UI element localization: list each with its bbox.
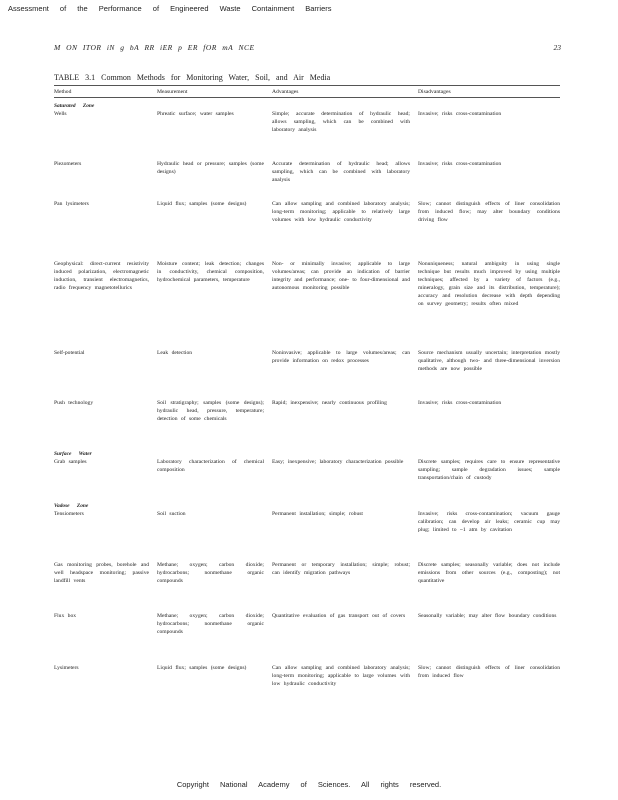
cell-disadvantages: Invasive; risks cross-contamination (418, 400, 502, 406)
cell-disadvantages: Invasive; risks cross-contamination (418, 161, 502, 167)
group-label-surface-water: Surface Water (54, 451, 92, 457)
cell-disadvantages: Source mechanism usually uncertain; interpretation mostly qualitative, although two- and three-dimensional inversion methods are now possible (418, 350, 560, 372)
cell-advantages: Rapid; inexpensive; nearly continuous profiling (272, 400, 387, 406)
cell-measurement: Hydraulic head or pressure; samples (some designs) (157, 161, 264, 175)
table-row (54, 349, 560, 399)
table-row (54, 399, 560, 450)
section-header: M ON ITOR iN g bA RR iER p ER fOR mA NCE (54, 43, 255, 52)
column-header-disadvantages: Disadvantages (418, 89, 451, 95)
cell-advantages: Permanent or temporary installation; simple; robust; can identify migration pathways (272, 562, 410, 576)
cell-disadvantages: Invasive; risks cross-contamination; vacuum gauge calibration; can develop air leaks; ceramic cup may plug; limited to ~1 atm by cavitation (418, 511, 560, 533)
table-row (54, 561, 560, 612)
cell-method: Self-potential (54, 350, 85, 356)
table-row (54, 664, 560, 704)
cell-disadvantages: Slow; cannot distinguish effects of liner consolidation from induced flow; may alter boundary conditions driving flow (418, 201, 560, 223)
cell-method: Push technology (54, 400, 94, 406)
cell-measurement: Phreatic surface; water samples (157, 111, 234, 117)
table-body (54, 100, 560, 704)
table-row (54, 160, 560, 200)
cell-disadvantages: Discrete samples; requires care to ensure representative sampling; sample degradation issues; sample transportation/chain of custody (418, 459, 560, 481)
cell-advantages: Accurate determination of hydraulic head; allows sampling, which can be combined with laboratory analysis (272, 161, 410, 183)
page-number: 23 (553, 43, 561, 52)
cell-measurement: Liquid flux; samples (some designs) (157, 201, 247, 207)
cell-measurement: Methane; oxygen; carbon dioxide; hydrocarbons; nonmethane organic compounds (157, 562, 264, 584)
cell-advantages: Can allow sampling and combined laboratory analysis; long-term monitoring; applicable to large volumes with low hydraulic conductivity (272, 665, 410, 687)
cell-advantages: Simple; accurate determination of hydraulic head; allows sampling, which can be combined with laboratory analysis (272, 111, 410, 133)
cell-advantages: Easy; inexpensive; laboratory characterization possible (272, 459, 404, 465)
cell-measurement: Methane; oxygen; carbon dioxide; hydrocarbons; nonmethane organic compounds (157, 613, 264, 635)
cell-method: Grab samples (54, 459, 87, 465)
cell-advantages: Permanent installation; simple; robust (272, 511, 363, 517)
cell-method: Lysimeters (54, 665, 79, 671)
cell-measurement: Moisture content; leak detection; changes in conductivity, chemical composition, hydrochemical parameters, temperature (157, 261, 264, 283)
table-row (54, 110, 560, 160)
cell-method: Pan lysimeters (54, 201, 89, 207)
cell-method: Piezometers (54, 161, 82, 167)
table-row (54, 510, 560, 561)
group-label-saturated-zone: Saturated Zone (54, 103, 95, 109)
cell-measurement: Liquid flux; samples (some designs) (157, 665, 247, 671)
table-top-rule (54, 85, 560, 86)
cell-advantages: Can allow sampling and combined laboratory analysis; long-term monitoring; applicable to relatively large volumes with low hydraulic conductivity (272, 201, 410, 223)
table-header-rule (54, 97, 560, 98)
cell-advantages: Noninvasive; applicable to large volumes/areas; can provide information on redox processes (272, 350, 410, 364)
cell-disadvantages: Discrete samples; seasonally variable; does not include emissions from other sources (e.g., composting); not quantitative (418, 562, 560, 584)
table-row (54, 458, 560, 502)
cell-method: Flux box (54, 613, 77, 619)
cell-disadvantages: Invasive; risks cross-contamination (418, 111, 502, 117)
cell-method: Geophysical: direct-current resistivity induced polarization, electromagnetic induction, transient electromagnetics, radio frequency magnetotellurics (54, 261, 149, 291)
cell-measurement: Leak detection (157, 350, 193, 356)
column-header-method: Method (54, 89, 72, 95)
cell-method: Gas monitoring probes, borehole and well headspace monitoring; passive landfill vents (54, 562, 149, 584)
table-row (54, 260, 560, 349)
cell-disadvantages: Seasonally variable; may alter flow boundary conditions (418, 613, 557, 619)
column-header-measurement: Measurement (157, 89, 188, 95)
table-row (54, 200, 560, 260)
cell-measurement: Soil stratigraphy; samples (some designs); hydraulic head, pressure, temperature; detection of some chemicals (157, 400, 264, 422)
cell-advantages: Quantitative evaluation of gas transport out of covers (272, 613, 406, 619)
cell-method: Wells (54, 111, 67, 117)
cell-disadvantages: Slow; cannot distinguish effects of liner consolidation from induced flow (418, 665, 560, 679)
cell-measurement: Soil suction (157, 511, 186, 517)
table-row (54, 612, 560, 664)
copyright-footer: Copyright National Academy of Sciences. All rights reserved. (176, 780, 442, 789)
group-label-vadose-zone: Vadose Zone (54, 503, 89, 509)
cell-disadvantages: Nonuniqueness; natural ambiguity in using single technique but results much improved by using multiple techniques; affected by a variety of factors (e.g., mineralogy, grain size and its distribution, temperature); accuracy and resolution decrease with depth depending on survey geometry; results often mixed (418, 261, 560, 307)
running-header: Assessment of the Performance of Engineered Waste Containment Barriers (8, 4, 332, 13)
cell-method: Tensiometers (54, 511, 84, 517)
cell-measurement: Laboratory characterization of chemical composition (157, 459, 264, 473)
column-header-advantages: Advantages (272, 89, 299, 95)
table-caption: TABLE 3.1 Common Methods for Monitoring Water, Soil, and Air Media (54, 73, 331, 82)
cell-advantages: Non- or minimally invasive; applicable to large volumes/areas; can provide an indication of barrier integrity and performance; one- to four-dimensional and autonomous monitoring possible (272, 261, 411, 291)
